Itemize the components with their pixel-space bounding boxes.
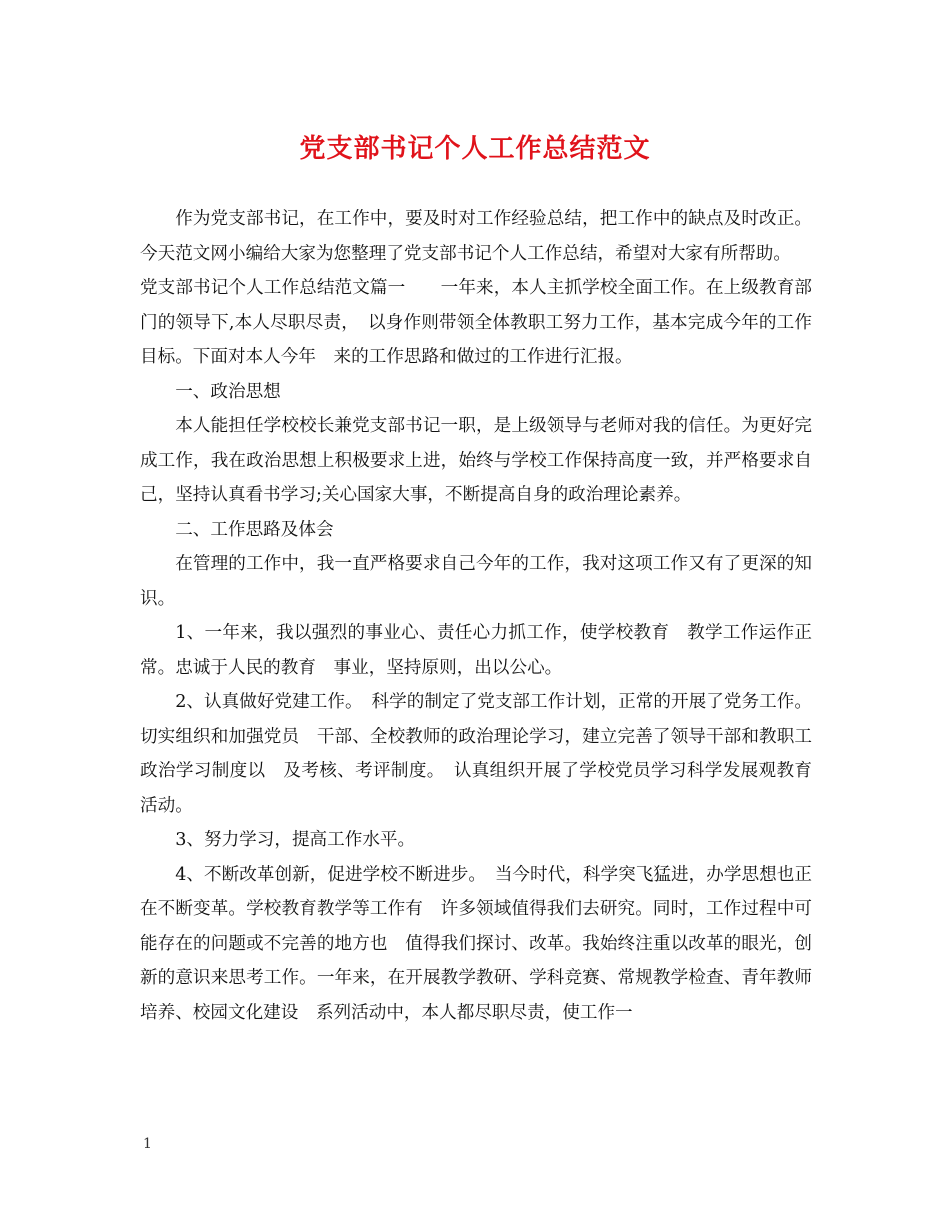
document-body xyxy=(140,202,830,1030)
intro-paragraph: 作为党支部书记，在工作中，要及时对工作经验总结，把工作中的缺点及时改正。今天范文网小编给大家为您整理了党支部书记个人工作总结，希望对大家有所帮助。 xyxy=(140,209,812,264)
item-four-paragraph: 4、不断改革创新，促进学校不断进步。 当今时代，科学突飞猛进，办学思想也正在不断变革。学校教育教学等工作有 许多领域值得我们去研究。同时，工作过程中可能存在的问题或不完善的地方也 值得我们探讨、改革。我始终注重以改革的眼光，创新的意识来思考工作。一年来，在开展教学教研、学科竞赛、常规教学检查、青年教师培养、校园文化建设 系列活动中，本人都尽职尽责，使工作一 xyxy=(140,864,812,1023)
management-paragraph: 在管理的工作中，我一直严格要求自己今年的工作，我对这项工作又有了更深的知识。 xyxy=(140,554,812,609)
page-number: 1 xyxy=(143,1136,152,1152)
item-three-paragraph: 3、努力学习，提高工作水平。 xyxy=(175,830,416,850)
heading-political-thought: 一、政治思想 xyxy=(175,381,281,402)
heading-work-ideas: 二、工作思路及体会 xyxy=(175,519,334,540)
political-thought-paragraph: 本人能担任学校校长兼党支部书记一职，是上级领导与老师对我的信任。为更好完成工作，我在政治思想上积极要求上进，始终与学校工作保持高度一致，并严格要求自己，坚持认真看书学习;关心国家大事，不断提高自身的政治理论素养。 xyxy=(140,416,812,505)
item-two-paragraph: 2、认真做好党建工作。 科学的制定了党支部工作计划，正常的开展了党务工作。切实组织和加强党员 干部、全校教师的政治理论学习，建立完善了领导干部和教职工政治学习制度以 及考核、考评制度。 认真组织开展了学校党员学习科学发展观教育活动。 xyxy=(140,692,812,816)
document-title: 党支部书记个人工作总结范文 xyxy=(299,134,651,164)
section-one-paragraph: 党支部书记个人工作总结范文篇一 一年来，本人主抓学校全面工作。在上级教育部门的领导下,本人尽职尽责， 以身作则带领全体教职工努力工作，基本完成今年的工作目标。下面对本人今年 来的工作思路和做过的工作进行汇报。 xyxy=(140,278,812,367)
item-one-paragraph: 1、一年来，我以强烈的事业心、责任心力抓工作，使学校教育 教学工作运作正 常。忠诚于人民的教育 事业，坚持原则，出以公心。 xyxy=(140,623,830,678)
